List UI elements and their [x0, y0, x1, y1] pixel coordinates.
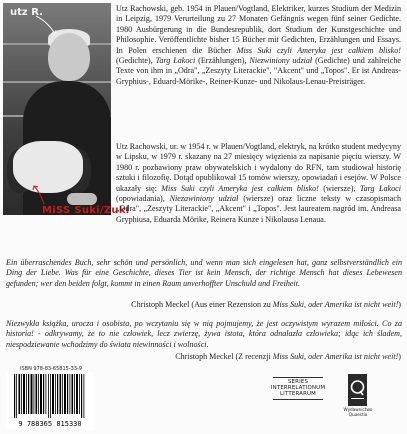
photo-label-dog: MiSS Suki/Zuki	[42, 205, 130, 216]
series-line-3: LITTERARUM	[279, 391, 317, 398]
publisher-logo-icon	[348, 374, 367, 406]
quote-german: Ein überraschendes Buch, sehr schön und persönlich, und wenn man sich eingelesen hat, ganz selbstverständlich ein Ding der Liebe. Was für eine Geschichte, dieses Tier ist kein Mensch, der richtige Mensch hat dieses Lebewesen gefunden; wer den beiden folgt, kommt in einen Raum unverhoffter Unschuld und Freiheit.	[6, 258, 402, 288]
barcode-digits: 9 788365 815330	[18, 420, 82, 428]
publisher-caption: Wydawnictwo Quaestio	[343, 407, 373, 417]
photo-arrows	[0, 0, 120, 220]
attribution-german: Christoph Meckel (Aus einer Rezension zu Miss Suki, oder Amerika ist nicht weit!)	[131, 300, 401, 309]
attribution-polish: Christoph Meckel (Z recenzji Miss Suki, oder Amerika ist nicht weit!)	[175, 352, 401, 361]
bio-german: Utz Rachowski, geb. 1954 in Plauen/Vogtland, Elektriker, kurzes Studium der Medizin in Leipzig, 1979 Verurteilung zu 27 Monaten Gefängnis wegen fünf seiner Gedichte. 1980 Ausbürgerung in die Bundesrepublik, dort Studium der Kunstgeschichte und Philosophie. Veröffentlichte bisher 15 Bücher mit Gedichten, Erzählungen und Essays. In Polen erschienen die Bücher Miss Suki czyli Ameryka jest całkiem blisko! (Gedichte), Targ Łakoci (Erzählungen), Niezwiniony udział (Gedichte) und zahlreiche Texte von ihm in „Odra", „Zeszyty Literackie", "Akcent" und „Topos". Er ist Andreas-Gryphius-, Eduard-Mörike-, Reiner-Kunze- und Nikolaus-Lenau-Preisträger.	[116, 4, 401, 86]
bio-polish: Utz Rachowski, ur. w 1954 r. w Plauen/Vogtland, elektryk, na krótko student medycyny w Lipsku, w 1979 r. skazany na 27 miesięcy więzienia za napisanie pięciu wierszy. W 1980 r. pozbawiony praw obywatelskich i wydalony do RFN, tam studiował historię sztuki i filozofię. Dotąd opublikował 15 tomów wierszy, opowiadań i esejów. W Polsce ukazały się: Miss Suki czyli Ameryka jest całkiem blisko! (wiersze), Targ Łakoci (opowiadania), Niezawiniony udział (wiersze) oraz liczne teksty w czasopismach „Odra", „Zeszyty Literackie", „Akcent" i „Topos". Jest laureatem nagród im. Andreasa Gryphiusa, Eduarda Mörike, Reinera Kunze i Nikolausa Lenaua.	[116, 142, 401, 224]
quote-polish: Niezwykła książka, urocza i osobista, po wczytaniu się w nią pojmujemy, że jest oczywistym wyrazem miłości. Co za historia! - odkrywamy, że to nie człowiek, lecz zwierzę, żywa istota, która odnalazła człowieka; idąc ich śladem, niespodziewanie wchodzimy do świata niewinności i wolności.	[6, 319, 402, 349]
series-mark	[263, 376, 333, 401]
photo-label-author: utz R.	[10, 7, 43, 18]
series-line-2: INTERRELATIONUM	[270, 385, 326, 392]
isbn-label: ISBN 978-83-65815-33-9	[20, 366, 82, 372]
series-line-1: SERIES	[287, 379, 309, 385]
barcode-icon	[6, 372, 94, 430]
